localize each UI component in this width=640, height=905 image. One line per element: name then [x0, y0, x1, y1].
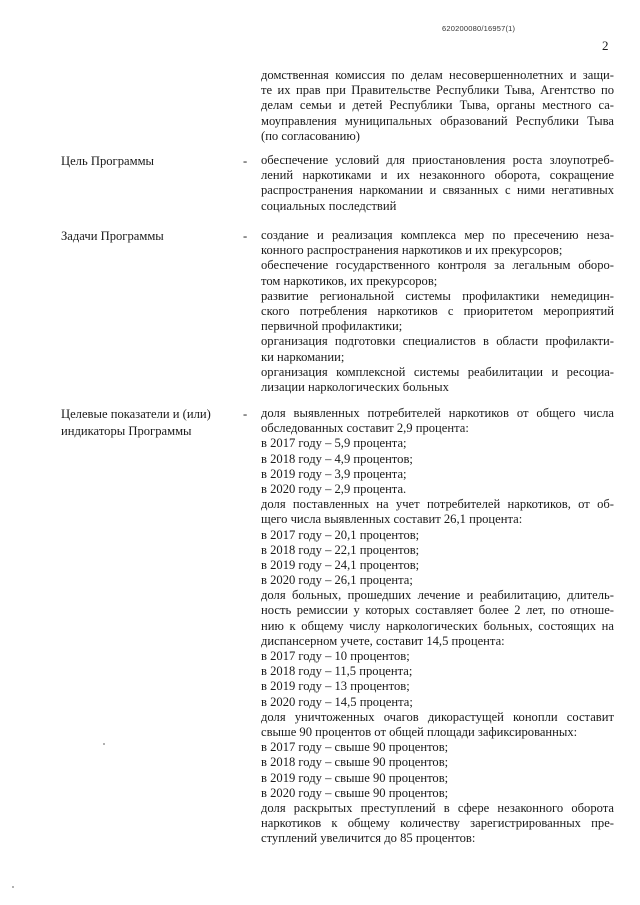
text-line: те их прав при Правительстве Республики Тыва, Агентство по: [261, 83, 614, 98]
text-line: в 2018 году – 4,9 процентов;: [261, 451, 413, 466]
section-content: [261, 406, 614, 846]
text-line: щего числа выявленных составит 26,1 процента:: [261, 512, 523, 527]
section-content: [261, 228, 614, 395]
text-line: нию к общему числу наркологических больных, состоящих на: [261, 618, 614, 633]
text-line: в 2018 году – 11,5 процента;: [261, 664, 413, 679]
text-line: в 2018 году – свыше 90 процентов;: [261, 755, 449, 770]
text-line: конного распространения наркотиков и их прекурсоров;: [261, 243, 563, 258]
text-line: в 2019 году – 3,9 процента;: [261, 466, 407, 481]
text-line: моуправления муниципальных образований Республики Тыва: [261, 113, 614, 128]
section-dash: -: [243, 229, 248, 243]
text-line: в 2017 году – свыше 90 процентов;: [261, 740, 449, 755]
text-line: доля поставленных на учет потребителей наркотиков, от об-: [261, 497, 614, 512]
label-line: индикаторы Программы: [61, 423, 192, 438]
text-line: распространения наркомании и связанных с ними негативных: [261, 183, 614, 198]
text-line: организация комплексной системы реабилитации и ресоциа-: [261, 364, 614, 379]
text-line: социальных последствий: [261, 198, 397, 213]
text-line: первичной профилактики;: [261, 319, 403, 334]
text-line: в 2017 году – 10 процентов;: [261, 649, 410, 663]
label-line: Задачи Программы: [61, 229, 164, 243]
document-id: 620200080/16957(1): [442, 24, 516, 33]
text-line: свыше 90 процентов от общей площади зафиксированных:: [261, 724, 578, 739]
text-line: лизации наркологических больных: [261, 379, 449, 394]
text-line: в 2018 году – 22,1 процентов;: [261, 542, 420, 557]
text-line: лений наркотиками и их незаконного оборота, сокращение: [261, 168, 614, 183]
text-line: в 2017 году – 20,1 процентов;: [261, 527, 420, 542]
text-line: обеспечение условий для приостановления роста злоупотреб-: [261, 153, 614, 167]
section-dash: -: [243, 407, 248, 421]
text-line: в 2020 году – 2,9 процента.: [261, 481, 407, 496]
text-line: наркотиков к общему количеству зарегистрированных пре-: [261, 816, 614, 831]
text-line: в 2017 году – 5,9 процента;: [261, 436, 407, 451]
text-line: домственная комиссия по делам несовершеннолетних и защи-: [261, 68, 614, 82]
text-line: обследованных составит 2,9 процента:: [261, 421, 469, 436]
text-line: ки наркомании;: [261, 349, 345, 364]
text-line: в 2019 году – свыше 90 процентов;: [261, 770, 449, 785]
text-line: в 2019 году – 13 процентов;: [261, 679, 410, 694]
scan-speck: [12, 886, 14, 888]
text-line: в 2020 году – свыше 90 процентов;: [261, 785, 449, 800]
label-line: Целевые показатели и (или): [61, 407, 211, 421]
section-label: [61, 153, 236, 170]
label-line: Цель Программы: [61, 154, 155, 168]
page-number: 2: [602, 38, 609, 53]
text-line: доля раскрытых преступлений в сфере незаконного оборота: [261, 800, 614, 815]
text-line: доля больных, прошедших лечение и реабилитацию, длитель-: [261, 588, 614, 603]
text-line: том наркотиков, их прекурсоров;: [261, 273, 438, 288]
text-line: ского потребления наркотиков с приоритетом мероприятий: [261, 303, 614, 318]
section-content: [261, 153, 614, 214]
text-line: организация подготовки специалистов в области профилакти-: [261, 334, 614, 349]
text-line: диспансерном учете, составит 14,5 процента:: [261, 633, 505, 648]
text-line: развитие региональной системы профилактики немедицин-: [261, 288, 614, 303]
text-line: доля уничтоженных очагов дикорастущей конопли составит: [261, 709, 614, 724]
text-line: делам семьи и детей Республики Тыва, органы местного са-: [261, 98, 614, 113]
text-line: ность ремиссии у которых составляет более 2 лет, по отноше-: [261, 603, 614, 618]
text-line: в 2020 году – 14,5 процента;: [261, 694, 413, 709]
intro-paragraph: [261, 68, 614, 144]
text-line: в 2019 году – 24,1 процентов;: [261, 557, 420, 572]
section-dash: -: [243, 154, 248, 168]
scan-speck: [103, 743, 105, 745]
section-label: [61, 228, 236, 245]
text-line: (по согласованию): [261, 128, 361, 143]
section-label: [61, 406, 236, 439]
text-line: в 2020 году – 26,1 процента;: [261, 573, 413, 588]
text-line: создание и реализация комплекса мер по пресечению неза-: [261, 228, 614, 242]
text-line: доля выявленных потребителей наркотиков от общего числа: [261, 406, 614, 420]
text-line: обеспечение государственного контроля за легальным оборо-: [261, 258, 614, 273]
text-line: ступлений увеличится до 85 процентов:: [261, 831, 476, 846]
